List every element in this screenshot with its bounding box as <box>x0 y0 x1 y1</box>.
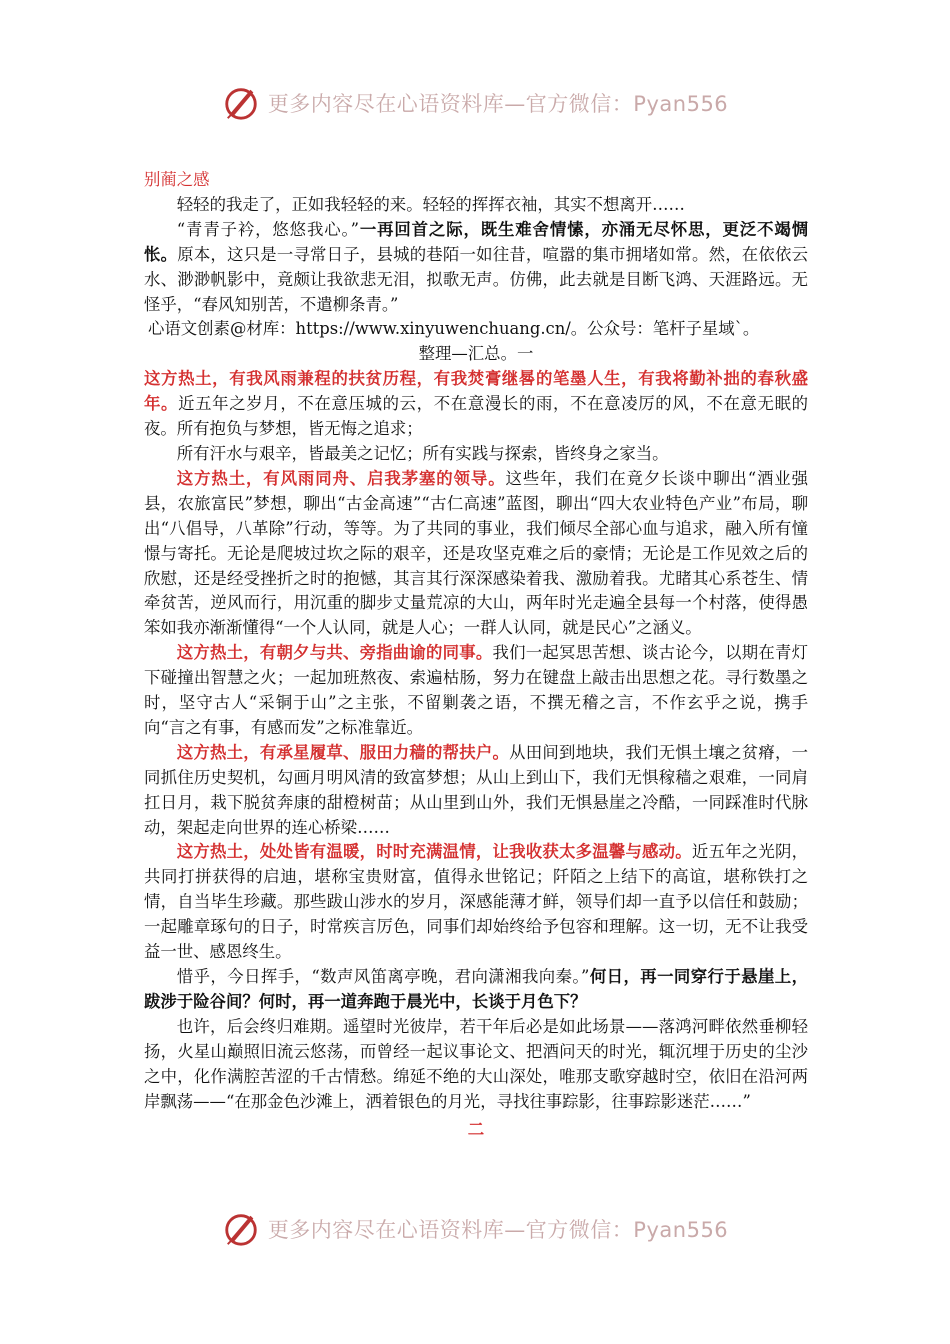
quill-pen-logo-icon <box>222 84 260 122</box>
summary-line: 整理—汇总。一 <box>418 344 534 364</box>
header-banner <box>0 78 950 128</box>
footer-banner-text: 更多内容尽在心语资料库—官方微信：Pyan556 <box>267 1218 729 1242</box>
highlight-text: 这方热土，有风雨同舟、启我茅塞的领导。 <box>176 468 506 488</box>
source-line: 心语文创素@材库：https://www.xinyuwenchuang.cn/。公众号：笔杆子星域`。 <box>148 319 760 339</box>
paragraph-8 <box>144 840 808 965</box>
bold-text: 一再回首之际，既生难舍情愫，亦涌无尽怀思，更泛不竭惆怅。 <box>144 219 809 264</box>
paragraph-6 <box>144 641 808 741</box>
paragraph-9 <box>144 965 808 1015</box>
quote-text: “青青子衿，悠悠我心。” <box>176 219 359 239</box>
bold-text: 何日，再一同穿行于悬崖上，跋涉于险谷间？何时，再一道奔跑于晨光中，长谈于月色下？ <box>144 967 809 1011</box>
highlight-text: 这方热土，有承星履草、服田力穑的帮扶户。 <box>176 742 510 762</box>
document-body <box>144 168 808 1160</box>
highlight-text: 这方热土，有朝夕与共、旁指曲谕的同事。 <box>176 643 493 663</box>
header-banner-text: 更多内容尽在心语资料库—官方微信：Pyan556 <box>267 92 729 116</box>
quill-pen-logo-icon <box>222 1210 260 1248</box>
quote-text: 惜乎，今日挥手，“数声风笛离亭晚，君向潇湘我向秦。” <box>176 967 590 986</box>
highlight-text: 这方热土，处处皆有温暖，时时充满温情，让我收获太多温馨与感动。 <box>176 842 692 862</box>
paragraph-7 <box>144 741 808 841</box>
body-text: 原本，这只是一寻常日子，县城的巷陌一如往昔，喧嚣的集市拥堵如常。然，在依依云水、渺渺帆影中，竟颇让我欲悲无泪，拟歌无声。仿佛，此去就是目断飞鸿、天涯路远。无怪乎，“春风知别苦，不遣柳条青。” <box>144 244 809 314</box>
paragraph-1: 轻轻的我走了，正如我轻轻的来。轻轻的挥挥衣袖，其实不想离开…… <box>176 194 685 214</box>
footer-banner <box>0 1204 950 1254</box>
body-text: 近五年之岁月，不在意压城的云，不在意漫长的雨，不在意凌厉的风，不在意无眠的夜。所有抱负与梦想，皆无悔之追求； <box>144 394 809 439</box>
paragraph-5 <box>144 467 808 641</box>
body-text: 这些年，我们在竟夕长谈中聊出“酒业强县，农旅富民”梦想，聊出“古金高速”“古仁高速”蓝图，聊出“四大农业特色产业”布局，聊出“八倡导，八革除”行动，等等。为了共同的事业，我们倾尽全部心血与追求，融入所有憧憬与寄托。无论是爬坡过坎之际的艰辛，还是攻坚克难之后的豪情；无论是工作见效之后的欣慰，还是经受挫折之时的抱憾，其言其行深深感染着我、激励着我。尤睹其心系苍生、情牵贫苦，逆风而行，用沉重的脚步丈量荒凉的大山，两年时光走遍全县每一个村落，使得愚笨如我亦渐渐懂得“一个人认同，就是人心；一群人认同，就是民心”之涵义。 <box>144 468 809 638</box>
body-text: 近五年之光阴，共同打拼获得的启迪，堪称宝贵财富，值得永世铭记；阡陌之上结下的高谊，堪称铁打之情，自当毕生珍藏。那些跋山涉水的岁月，深感能薄才鲜，领导们却一直予以信任和鼓励；一起雕章琢句的日子，时常疾言厉色，同事们却始终给予包容和理解。这一切，无不让我受益一世、感恩终生。 <box>144 842 809 962</box>
body-text: 从田间到地块，我们无惧土壤之贫瘠，一同抓住历史契机，勾画月明风清的致富梦想；从山上到山下，我们无惧稼穑之艰难，一同肩扛日月，栽下脱贫奔康的甜橙树苗；从山里到山外，我们无惧悬崖之冷酷，一同踩准时代脉动，架起走向世界的连心桥梁…… <box>144 742 809 837</box>
document-title: 别蔺之感 <box>144 170 210 189</box>
highlight-text: 这方热土，有我风雨兼程的扶贫历程，有我焚膏继晷的笔墨人生，有我将勤补拙的春秋盛年。 <box>144 369 808 414</box>
paragraph-10: 也许，后会终归难期。遥望时光彼岸，若干年后必是如此场景——落鸿河畔依然垂柳轻扬，火星山巅照旧流云悠荡，而曾经一起议事论文、把酒问天的时光，辄沉埋于历史的尘沙之中，化作满腔苦涩的千古情愁。绵延不绝的大山深处，唯那支歌穿越时空，依旧在沿河两岸飘荡——“在那金色沙滩上，洒着银色的月光，寻找往事踪影，往事踪影迷茫……” <box>144 1016 808 1111</box>
section-number: 二 <box>467 1120 485 1140</box>
paragraph-2 <box>144 218 808 318</box>
paragraph-3 <box>144 367 808 442</box>
paragraph-4: 所有汗水与艰辛，皆最美之记忆；所有实践与探索，皆终身之家当。 <box>176 443 669 463</box>
body-text: 我们一起冥思苦想、谈古论今，以期在青灯下碰撞出智慧之火；一起加班熬夜、索遍枯肠，努力在键盘上敲击出思想之花。寻行数墨之时，坚守古人“采铜于山”之主张，不留剿袭之语，不撰无稽之言，不作玄乎之说，携手向“言之有事，有感而发”之标准靠近。 <box>144 643 809 737</box>
